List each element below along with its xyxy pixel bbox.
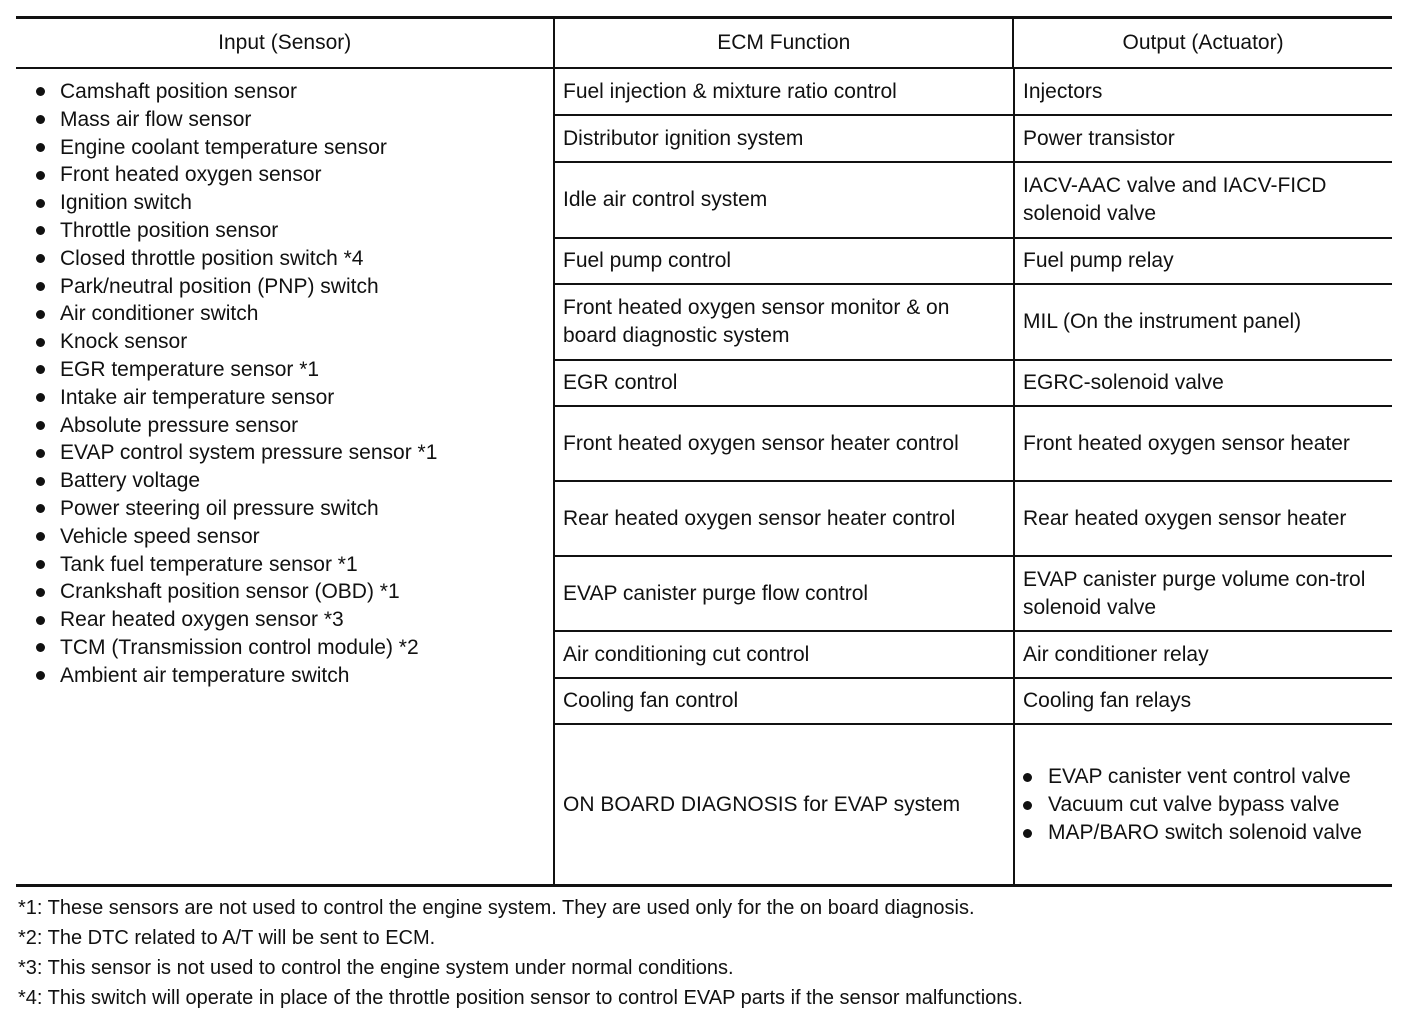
input-sensor-label: Knock sensor — [60, 330, 188, 354]
ecm-function-cell: Fuel pump control — [563, 249, 732, 272]
input-sensor-item — [36, 606, 553, 634]
bullet-icon — [36, 226, 45, 235]
output-actuator-item — [1023, 763, 1362, 791]
input-sensor-label: Engine coolant temperature sensor — [60, 135, 387, 159]
table-row — [555, 239, 1392, 285]
footnote: *4: This switch will operate in place of the throttle position sensor to control EVAP parts if the sensor malfunctions. — [18, 987, 1023, 1009]
output-actuator-cell: EVAP canister purge volume con-trol solenoid valve — [1013, 557, 1392, 630]
bullet-icon — [1023, 773, 1032, 782]
header-function: ECM Function — [553, 19, 1012, 67]
output-actuator-label: EVAP canister vent control valve — [1048, 764, 1351, 788]
input-sensor-item — [36, 412, 553, 440]
input-sensor-item — [36, 106, 553, 134]
output-actuator-label: MAP/BARO switch solenoid valve — [1048, 820, 1362, 844]
input-sensor-item — [36, 273, 553, 301]
ecm-function-cell: EVAP canister purge flow control — [563, 581, 869, 605]
bullet-icon — [36, 310, 45, 319]
ecm-function-cell: Front heated oxygen sensor monitor & on board diagnostic system — [563, 296, 950, 347]
input-sensor-item — [36, 523, 553, 551]
input-sensor-item — [36, 495, 553, 523]
input-sensor-item — [36, 300, 553, 328]
table-row — [555, 725, 1392, 884]
input-sensor-item — [36, 578, 553, 606]
table-row — [555, 285, 1392, 361]
bullet-icon — [36, 143, 45, 152]
output-actuator-cell: Fuel pump relay — [1013, 239, 1392, 283]
bullet-icon — [36, 338, 45, 347]
input-sensor-item — [36, 384, 553, 412]
output-actuator-cell: EGRC-solenoid valve — [1013, 361, 1392, 405]
input-sensor-item — [36, 356, 553, 384]
input-sensor-item — [36, 134, 553, 162]
output-actuator-label: Vacuum cut valve bypass valve — [1048, 792, 1340, 816]
input-sensor-label: Air conditioner switch — [60, 302, 259, 326]
input-sensor-label: Tank fuel temperature sensor *1 — [60, 552, 358, 576]
footnote: *2: The DTC related to A/T will be sent to ECM. — [18, 927, 436, 949]
bullet-icon — [36, 393, 45, 402]
bullet-icon — [36, 477, 45, 486]
table-row — [555, 69, 1392, 116]
function-output-grid — [553, 69, 1392, 884]
header-input: Input (Sensor) — [218, 31, 352, 54]
input-sensor-item — [36, 161, 553, 189]
table-row — [555, 632, 1392, 679]
ecm-function-cell: Front heated oxygen sensor heater control — [563, 431, 959, 455]
input-sensor-label: Park/neutral position (PNP) switch — [60, 274, 379, 298]
output-actuator-cell: Injectors — [1013, 69, 1392, 114]
bullet-icon — [36, 365, 45, 374]
input-sensor-label: Closed throttle position switch *4 — [60, 246, 364, 270]
bullet-icon — [36, 282, 45, 291]
ecm-function-cell: Rear heated oxygen sensor heater control — [563, 506, 956, 530]
input-sensor-item — [36, 662, 553, 690]
input-sensor-label: Camshaft position sensor — [60, 80, 297, 103]
bullet-icon — [36, 504, 45, 513]
input-sensor-label: Vehicle speed sensor — [60, 524, 260, 548]
ecm-io-table — [16, 16, 1392, 887]
bullet-icon — [36, 643, 45, 652]
input-sensor-label: Power steering oil pressure switch — [60, 496, 379, 520]
ecm-function-cell: EGR control — [563, 371, 678, 394]
bullet-icon — [36, 199, 45, 208]
input-sensor-label: Ignition switch — [60, 191, 192, 215]
bullet-icon — [36, 87, 45, 96]
input-sensor-label: EGR temperature sensor *1 — [60, 357, 320, 381]
bullet-icon — [36, 254, 45, 263]
output-actuator-cell: Cooling fan relays — [1013, 679, 1392, 723]
ecm-function-cell: Fuel injection & mixture ratio control — [563, 79, 897, 103]
bullet-icon — [1023, 801, 1032, 810]
input-sensor-list — [16, 78, 553, 690]
input-sensor-label: Ambient air temperature switch — [60, 663, 350, 687]
table-row — [555, 482, 1392, 557]
output-actuator-item — [1023, 791, 1362, 819]
bullet-icon — [36, 115, 45, 124]
input-sensor-label: Battery voltage — [60, 469, 201, 493]
input-sensor-label: TCM (Transmission control module) *2 — [60, 635, 419, 659]
footnote: *1: These sensors are not used to control the engine system. They are used only for the on board diagnosis. — [18, 897, 975, 919]
input-sensor-column — [16, 69, 553, 884]
input-sensor-item — [36, 551, 553, 579]
input-sensor-label: Rear heated oxygen sensor *3 — [60, 608, 344, 632]
input-sensor-label: Crankshaft position sensor (OBD) *1 — [60, 580, 400, 604]
table-header — [16, 19, 1392, 69]
input-sensor-label: EVAP control system pressure sensor *1 — [60, 441, 438, 465]
output-actuator-cell: Rear heated oxygen sensor heater — [1013, 482, 1392, 555]
input-sensor-item — [36, 245, 553, 273]
input-sensor-item — [36, 78, 553, 106]
input-sensor-item — [36, 189, 553, 217]
table-row — [555, 557, 1392, 632]
input-sensor-label: Throttle position sensor — [60, 218, 279, 242]
ecm-function-cell: Air conditioning cut control — [563, 642, 810, 666]
input-sensor-item — [36, 634, 553, 662]
header-output: Output (Actuator) — [1012, 19, 1392, 67]
input-sensor-item — [36, 217, 553, 245]
ecm-function-cell: Distributor ignition system — [563, 126, 804, 150]
output-actuator-cell: MIL (On the instrument panel) — [1013, 285, 1392, 359]
input-sensor-item — [36, 467, 553, 495]
footnote: *3: This sensor is not used to control the engine system under normal conditions. — [18, 957, 734, 979]
bullet-icon — [36, 616, 45, 625]
input-sensor-label: Front heated oxygen sensor — [60, 163, 322, 187]
output-actuator-list — [1023, 763, 1362, 847]
table-row — [555, 361, 1392, 407]
bullet-icon — [36, 671, 45, 680]
bullet-icon — [1023, 829, 1032, 838]
output-actuator-cell: Power transistor — [1013, 116, 1392, 161]
bullet-icon — [36, 171, 45, 180]
bullet-icon — [36, 449, 45, 458]
input-sensor-label: Absolute pressure sensor — [60, 413, 299, 437]
bullet-icon — [36, 532, 45, 541]
input-sensor-item — [36, 328, 553, 356]
output-actuator-cell: Front heated oxygen sensor heater — [1013, 407, 1392, 480]
output-actuator-cell: Air conditioner relay — [1013, 632, 1392, 677]
table-row — [555, 116, 1392, 163]
table-row — [555, 679, 1392, 725]
table-body — [16, 69, 1392, 887]
input-sensor-item — [36, 439, 553, 467]
ecm-function-cell: Cooling fan control — [563, 689, 739, 712]
output-actuator-cell: IACV-AAC valve and IACV-FICD solenoid valve — [1013, 163, 1392, 237]
output-actuator-cell — [1013, 725, 1392, 884]
ecm-function-cell: ON BOARD DIAGNOSIS for EVAP system — [563, 792, 961, 816]
ecm-function-cell: Idle air control system — [563, 188, 768, 211]
bullet-icon — [36, 421, 45, 430]
table-row — [555, 407, 1392, 482]
bullet-icon — [36, 588, 45, 597]
input-sensor-label: Mass air flow sensor — [60, 107, 252, 131]
input-sensor-label: Intake air temperature sensor — [60, 385, 335, 409]
bullet-icon — [36, 560, 45, 569]
table-row — [555, 163, 1392, 239]
output-actuator-item — [1023, 819, 1362, 847]
footnotes — [18, 893, 1023, 1013]
